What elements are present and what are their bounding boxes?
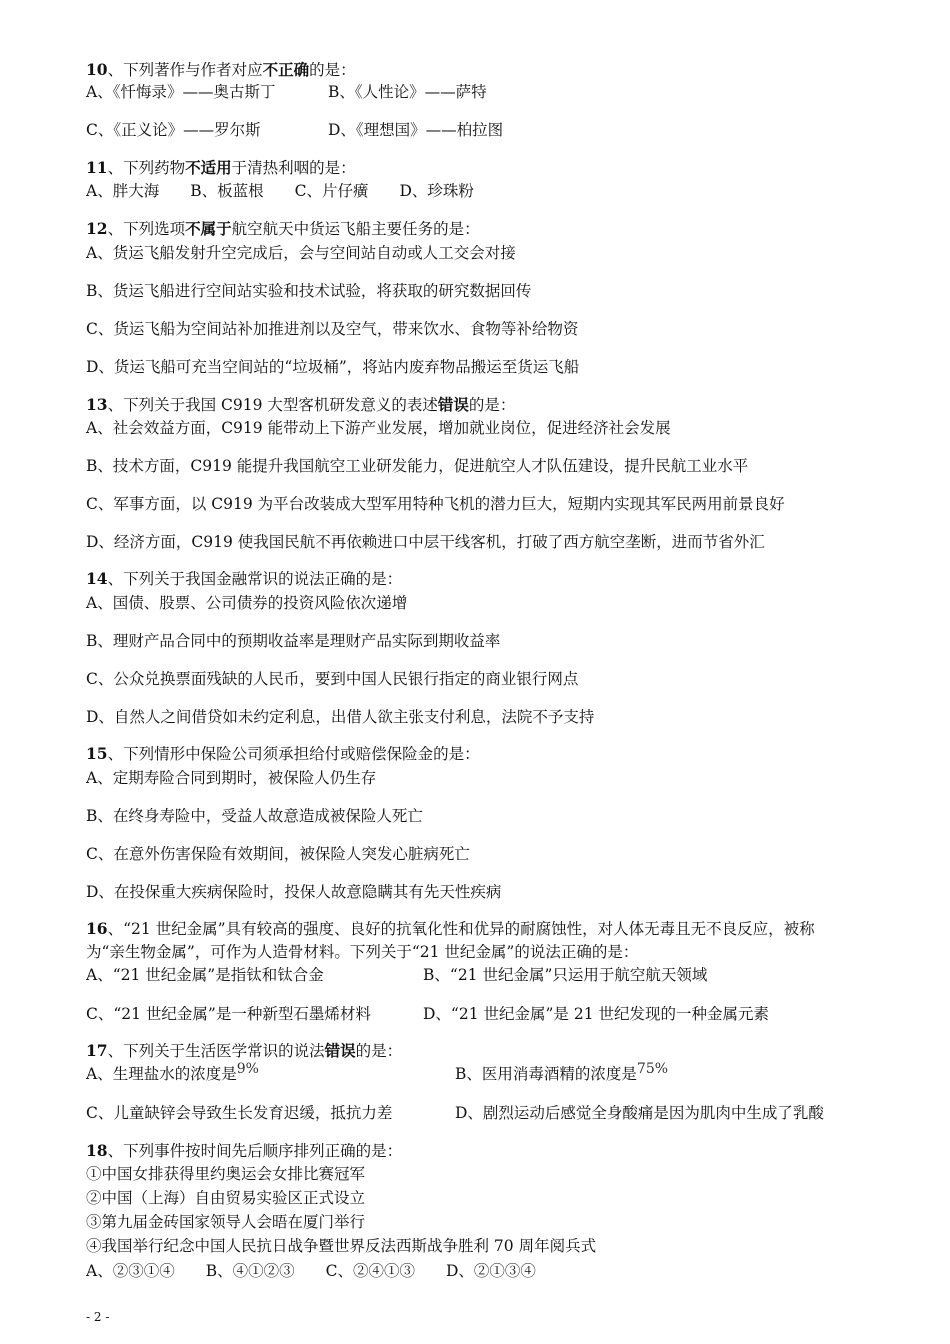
question-number: 17 xyxy=(86,1041,108,1060)
question-18-stem xyxy=(86,1141,402,1161)
question-number: 13 xyxy=(86,395,108,414)
question-16-option-a: A、“21 世纪金属”是指钛和钛合金 xyxy=(86,966,324,984)
question-18-event-1: ①中国女排获得里约奥运会女排比赛冠军 xyxy=(86,1165,366,1183)
question-13-option-b: B、技术方面，C919 能提升我国航空工业研发能力，促进航空人才队伍建设，提升民航工业水平 xyxy=(86,457,749,475)
stem-text: 航空航天中货运飞船主要任务的是： xyxy=(231,220,480,238)
stem-text: 、“21 世纪金属”具有较高的强度、良好的抗氧化性和优异的耐腐蚀性，对人体无毒且无不良反应，被称 xyxy=(107,920,815,938)
question-13-option-a: A、社会效益方面，C919 能带动上下游产业发展，增加就业岗位，促进经济社会发展 xyxy=(86,419,671,437)
question-15-option-d: D、在投保重大疾病保险时，投保人故意隐瞒其有先天性疾病 xyxy=(86,883,502,901)
question-12-option-d: D、货运飞船可充当空间站的“垃圾桶”，将站内废弃物品搬运至货运飞船 xyxy=(86,358,580,376)
question-15-option-b: B、在终身寿险中，受益人故意造成被保险人死亡 xyxy=(86,807,423,825)
question-18-event-3: ③第九届金砖国家领导人会晤在厦门举行 xyxy=(86,1213,366,1231)
page-number: - 2 - xyxy=(86,1310,110,1324)
question-10-option-c: C、《正义论》——罗尔斯 xyxy=(86,121,261,139)
option-text: B、医用消毒酒精的浓度是 xyxy=(455,1065,637,1083)
question-number: 15 xyxy=(86,744,108,763)
question-14-stem xyxy=(86,569,402,589)
question-12-stem xyxy=(86,219,480,239)
question-10-option-d: D、《理想国》——柏拉图 xyxy=(328,121,504,139)
question-15-stem xyxy=(86,744,480,764)
question-11-stem xyxy=(86,158,356,178)
stem-keyword: 错误 xyxy=(437,395,469,414)
stem-keyword: 错误 xyxy=(324,1041,356,1060)
stem-keyword: 不适用 xyxy=(185,158,232,177)
question-14-option-d: D、自然人之间借贷如未约定利息，出借人欲主张支付利息，法院不予支持 xyxy=(86,708,595,726)
question-17-stem xyxy=(86,1041,402,1061)
question-number: 18 xyxy=(86,1141,108,1160)
question-11-options: A、胖大海 B、板蓝根 C、片仔癀 D、珍珠粉 xyxy=(86,182,474,200)
stem-text: 、下列药物 xyxy=(107,159,186,177)
question-15-option-c: C、在意外伤害保险有效期间，被保险人突发心脏病死亡 xyxy=(86,845,470,863)
question-10-option-a: A、《忏悔录》——奥古斯丁 xyxy=(86,83,276,101)
option-text: A、生理盐水的浓度是 xyxy=(86,1065,237,1083)
stem-text: 、下列关于我国 C919 大型客机研发意义的表述 xyxy=(107,396,438,414)
question-14-option-a: A、国债、股票、公司债券的投资风险依次递增 xyxy=(86,594,408,612)
question-14-option-c: C、公众兑换票面残缺的人民币，要到中国人民银行指定的商业银行网点 xyxy=(86,670,579,688)
question-13-option-c: C、军事方面，以 C919 为平台改装成大型军用特种飞机的潜力巨大，短期内实现其军民两用前景良好 xyxy=(86,495,785,513)
question-18-event-4: ④我国举行纪念中国人民抗日战争暨世界反法西斯战争胜利 70 周年阅兵式 xyxy=(86,1237,597,1255)
question-16-option-c: C、“21 世纪金属”是一种新型石墨烯材料 xyxy=(86,1005,371,1023)
stem-text: 、下列事件按时间先后顺序排列正确的是： xyxy=(107,1142,403,1160)
question-10-stem xyxy=(86,60,356,80)
stem-keyword: 不属于 xyxy=(185,219,232,238)
question-12-option-b: B、货运飞船进行空间站实验和技术试验，将获取的研究数据回传 xyxy=(86,282,532,300)
question-16-option-b: B、“21 世纪金属”只运用于航空航天领域 xyxy=(423,966,708,984)
question-18-options: A、②③①④ B、④①②③ C、②④①③ D、②①③④ xyxy=(86,1262,536,1280)
question-17-option-b xyxy=(455,1061,669,1085)
question-17-option-c: C、儿童缺锌会导致生长发育迟缓，抵抗力差 xyxy=(86,1104,393,1122)
stem-text: 、下列关于生活医学常识的说法 xyxy=(107,1042,325,1060)
stem-text: 的是： xyxy=(355,1042,403,1060)
question-18-event-2: ②中国（上海）自由贸易实验区正式设立 xyxy=(86,1189,366,1207)
stem-text: 、下列情形中保险公司须承担给付或赔偿保险金的是： xyxy=(107,745,480,763)
question-number: 10 xyxy=(86,60,108,79)
question-17-option-d: D、剧烈运动后感觉全身酸痛是因为肌肉中生成了乳酸 xyxy=(455,1104,824,1122)
option-value: 75% xyxy=(636,1061,669,1077)
question-17-option-a xyxy=(86,1061,259,1085)
question-number: 11 xyxy=(86,158,108,177)
question-number: 12 xyxy=(86,219,108,238)
question-16-option-d: D、“21 世纪金属”是 21 世纪发现的一种金属元素 xyxy=(423,1005,770,1023)
question-10-option-b: B、《人性论》——萨特 xyxy=(328,83,487,101)
stem-keyword: 不正确 xyxy=(262,60,310,79)
question-15-option-a: A、定期寿险合同到期时，被保险人仍生存 xyxy=(86,769,377,787)
stem-text: 、下列著作与作者对应 xyxy=(107,61,263,79)
stem-text: 的是： xyxy=(468,396,516,414)
question-number: 14 xyxy=(86,569,108,588)
stem-text: 于清热利咽的是： xyxy=(231,159,356,177)
question-14-option-b: B、理财产品合同中的预期收益率是理财产品实际到期收益率 xyxy=(86,632,501,650)
stem-text: 、下列选项 xyxy=(107,220,186,238)
stem-text: 的是： xyxy=(309,61,356,79)
question-13-stem xyxy=(86,395,515,415)
question-16-stem-line2: 为“亲生物金属”，可作为人造骨材料。下列关于“21 世纪金属”的说法正确的是： xyxy=(86,943,639,961)
question-12-option-a: A、货运飞船发射升空完成后，会与空间站自动或人工交会对接 xyxy=(86,244,516,262)
option-value: 9% xyxy=(236,1061,259,1077)
stem-text: 、下列关于我国金融常识的说法正确的是： xyxy=(107,570,403,588)
question-13-option-d: D、经济方面，C919 使我国民航不再依赖进口中层干线客机，打破了西方航空垄断，进而节省外汇 xyxy=(86,533,765,551)
question-number: 16 xyxy=(86,919,108,938)
question-12-option-c: C、货运飞船为空间站补加推进剂以及空气，带来饮水、食物等补给物资 xyxy=(86,320,579,338)
question-16-stem-line1 xyxy=(86,919,815,939)
